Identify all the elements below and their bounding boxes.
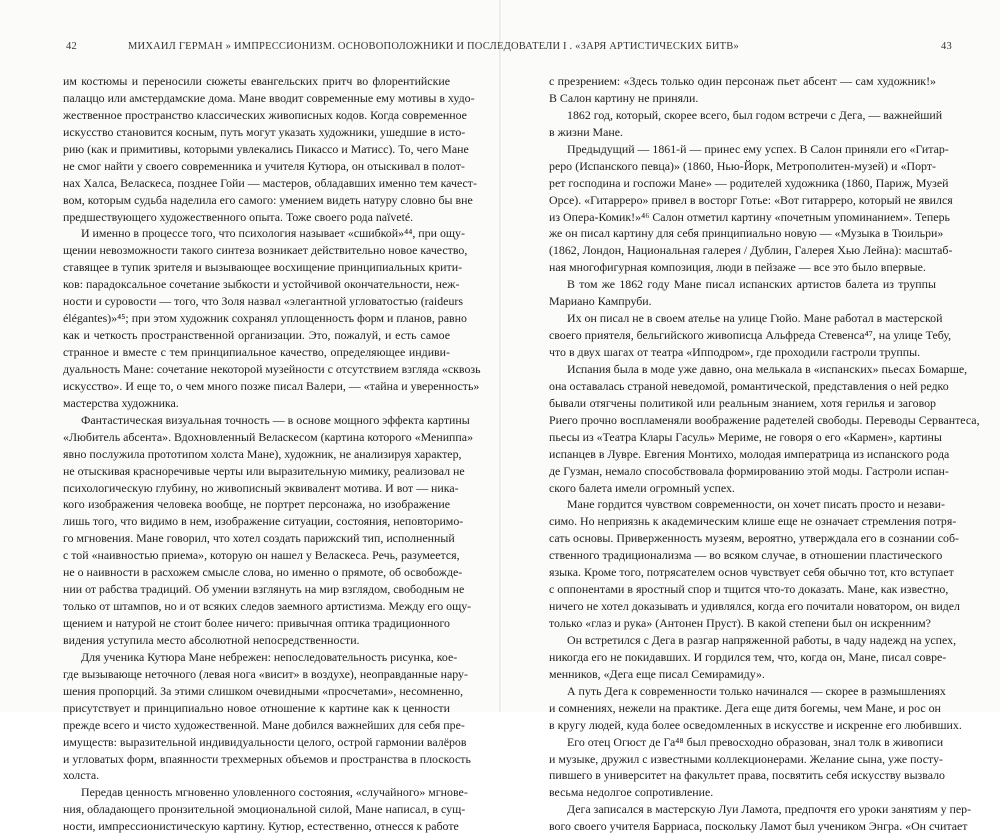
text-line: менников, «Дега еще писал Семирамиду». [549,666,765,681]
text-line: ставящее в тупик зрителя и вызывающее восхищение принципиальных крити- [63,260,463,275]
text-line: Их он писал не в своем ателье на улице Гюйо. Мане работал в мастерской [567,311,943,326]
text-line: она оставалась страной неведомой, романтической, представления о ней редко [549,378,949,393]
text-line: сать основы. Приверженность музеям, вероятно, утверждала его в сознании соб- [549,531,959,546]
text-line: никогда его не покидавших. И гордился тем, что, когда он, Мане, писал совре- [549,649,947,664]
text-line: 1862 год, который, скорее всего, был годом встречи с Дега, — важнейший [567,107,943,122]
left-page-text [63,73,481,835]
text-line: шения пропорций. За этими слишком очевидными «просчетами», несомненно, [63,683,464,698]
text-line: Он встретился с Дега в разгар напряженной работы, в чаду надежд на успех, [567,632,957,647]
text-line: жественное пространство классических живописных кодов. Когда современное [63,107,467,122]
text-line: Орсе). «Гитарреро» привел в восторг Готье: «Вот гитарреро, который не явился [549,192,953,207]
right-page-number: 43 [941,41,952,52]
text-line: дуальность Мане: сочетание некоторой музейности с отсутствием взгляда «сквозь [63,361,481,376]
text-line: психологическую глубину, но живописный эквивалент мотива. И вот — ника- [63,480,459,495]
text-line: не смог найти у своего современника и учителя Кутюра, он отыскивал в полот- [63,158,465,173]
text-line: видения уступила место абсолютной непосредственности. [63,632,360,647]
text-line: вом, которым судьба наделила его самого: умением видеть натуру словно бы вне [63,192,473,207]
text-line: élégantes)»⁴⁵; при этом художник сохранял уплощенность форм и планов, равно [63,311,467,326]
text-line: ния, обладающего пронзительной эмоциональной силой, Мане написал, в сущ- [63,802,466,817]
text-line: присутствует и принципиально новое отношение к картине как к ценности [63,700,450,715]
text-line: Передав ценность мгновенно уловленного состояния, «случайного» мгнове- [81,785,468,800]
text-line: с оппонентами в яростный спор и тщится что-то доказать. Мане, как известно, [549,582,949,597]
text-line: искусство становится косным, путь могут указать художники, ушедшие в исто- [63,124,466,139]
text-line: ского балета имели огромный успех. [549,480,735,495]
text-line: Предыдущий — 1861-й — принес ему успех. В Салон приняли его «Гитар- [567,141,949,156]
text-line: и сомнениях, нежели на практике. Дега еще дитя богемы, чем Мане, и рос он [549,700,941,715]
text-line: Мане гордится чувством современности, он хочет писать просто и незави- [567,497,945,512]
text-line: вого своего учителя Барриаса, поскольку Ламот был учеником Энгра. «Он считает [549,819,968,834]
text-line: не о наивности в расхожем смысле слова, но именно о прямоте, об освобожде- [63,565,463,580]
text-line: А путь Дега к современности только начинался — скорее в размышлениях [567,683,946,698]
text-line: ничего не хотел доказывать и удивлялся, когда его почитали новатором, он видел [549,599,960,614]
text-line: искусство». И еще то, о чем много позже писал Валери, — «тайна и уверенность» [63,378,480,393]
text-line: реро (Испанского певца)» (1860, Нью-Йорк, Метрополитен-музей) и «Порт- [549,158,936,173]
text-line: кого изображения человека вообще, не портрет персонажа, но изображение [63,497,450,512]
text-line: симо. Но неприязнь к академическим клише еще не означает стремления потря- [549,514,957,529]
text-line: ности, импрессионистическую картину. Кутюр, естественно, отнесся к работе [63,819,459,834]
text-line: с той «наивностью приема», которую он нашел у Веласкеса. Речь, разумеется, [63,548,460,563]
right-running-head: I . «ЗАРЯ АРТИСТИЧЕСКИХ БИТВ» [563,41,739,52]
text-line: имуществ: выразительной индивидуальности целого, острой гармонии валёров [63,734,467,749]
text-line: и музыке, дружил с известными коллекционерами. Желание сына, уже посту- [549,751,943,766]
text-line: щении невозможности такого синтеза возникает действительно новое качество, [63,243,468,258]
text-line: испанцев в Лувре. Евгения Монтихо, молодая императрица из испанского рода [549,446,950,461]
text-line: пившего в университет на факультет права, посвятить себя искусству вызвало [549,768,945,783]
text-line: только «глаз и рука» (Антонен Пруст). В какой степени был он искренним? [549,616,931,630]
text-line: мастерства художника. [63,395,179,410]
text-line: не отыскивая красноречивые черты или выразительную мимику, реализовал не [63,463,465,478]
text-line: холста. [63,768,100,783]
left-running-head: МИХАИЛ ГЕРМАН » ИМПРЕССИОНИЗМ. ОСНОВОПОЛОЖНИКИ И ПОСЛЕДОВАТЕЛИ [128,41,561,52]
text-line: рию (как и примитивы, которыми увлекались Пикассо и Матисс). То, чего Мане [63,141,469,156]
text-line: нах Халса, Веласкеса, позднее Гойи — мастеров, обладавших именно тем качест- [63,175,477,190]
text-line: палаццо или амстердамские дома. Мане вводит современные ему мотивы в худо- [63,90,475,105]
text-line: же он писал картину для себя принципиально новую — «Музыка в Тюильри» [549,226,944,241]
text-line: предшествующего художественного опыта. Тоже своего рода naïveté. [63,209,414,224]
text-line: где вызывающе неточного (левая нога «висит» в воздухе), неоправданные нару- [63,666,468,681]
text-line: бывали отягчены политикой или реальным знанием, хотя герилья и заговор [549,395,936,410]
text-line: языка. Кроме того, потрясателем основ чувствует себя обычно тот, кто вступает [549,565,954,580]
text-line: Его отец Огюст де Га⁴⁸ был превосходно образован, знал толк в живописи [567,734,944,749]
text-line: И именно в процессе того, что психология называет «сшибкой»⁴⁴, при ощу- [81,226,465,241]
left-page-number: 42 [66,41,77,52]
text-line: и угловатых форм, впаянности трехмерных объемов и пространства в плоскость [63,751,471,766]
text-line: рет господина и госпожи Мане» — родителей художника (1860, Париж, Музей [549,175,949,190]
text-line: Риего прочно воспламеняли воображение радетелей свободы. Переводы Сервантеса, [549,412,980,427]
text-line: щением и натурой не стоит более ничего: привычная оптика традиционного [63,616,450,630]
text-line: де Гузман, немало способствовала формированию этой моды. Гастроли испан- [549,463,949,478]
text-line: им костюмы и переносили сюжеты евангельских притч во флорентийские [63,74,450,88]
text-line: нии от рабства традиций. Об умении взглянуть на мир взглядом, свободным не [63,582,465,597]
text-line: как и четкость пространственной организации. Это, пожалуй, и есть самое [63,328,450,343]
text-line: пьесы из «Театра Клары Гасуль» Мериме, не говоря о его «Кармен», картины [549,429,942,444]
text-line: явно послужила прототипом холста Мане), художник, не анализируя характер, [63,446,462,461]
text-line: (1862, Лондон, Национальная галерея / Дублин, Галерея Хью Лейна): масштаб- [549,243,953,258]
text-line: с презрением: «Здесь только один персонаж пьет абсент — сам художник!» [549,74,936,88]
text-line: прежде всего и чисто художественной. Мане добился важнейших для себя пре- [63,717,465,732]
text-line: лишь того, что видимо в нем, изображение ситуации, состояния, неповторимо- [63,514,464,529]
text-line: своего приятеля, бельгийского живописца Альфреда Стевенса⁴⁷, на улице Тебу, [549,328,952,343]
text-line: В том же 1862 году Мане писал испанских артистов балета из труппы [567,277,936,292]
text-line: ная многофигурная композиция, люди в пейзаже — все это было впервые. [549,260,926,275]
text-line: Для ученика Кутюра Мане небрежен: непоследовательность рисунка, кое- [81,649,458,664]
text-line: «Любитель абсента». Вдохновленный Веласкесом (картина которого «Мениппа» [63,429,474,444]
right-page-text [549,73,980,835]
text-line: в жизни Мане. [549,124,624,139]
right-page [501,0,1000,834]
text-line: ности и суровости — того, что Золя назвал «элегантной угловатостью (raideurs [63,294,463,309]
text-line: Испания была в моде уже давно, она мелькала в «испанских» пьесах Бомарше, [567,361,968,376]
text-line: весьма недолгое сопротивление. [549,785,714,800]
text-line: в кругу людей, куда более осведомленных в искусстве и искренне его любивших. [549,717,962,732]
text-line: ственного традиционализма — во всяком случае, в отношении пластического [549,548,943,563]
text-line: из Опера-Комик!»⁴⁶ Салон отметил картину «почетным упоминанием». Теперь [549,209,950,224]
text-line: только от штампов, но и от всяких следов заемного артистизма. Между его ощу- [63,599,472,614]
text-line: ков: парадоксальное сочетание зыбкости и устойчивой окончательности, неж- [63,277,460,292]
text-line: Мариано Кампруби. [549,294,652,309]
text-line: что в двух шагах от театра «Ипподром», где проходили гастроли труппы. [549,345,921,359]
text-line: странное и вместе с тем принципиальное качество, определяющее индиви- [63,345,450,359]
text-line: Фантастическая визуальная точность — в основе мощного эффекта картины [81,412,470,427]
text-line: В Салон картину не приняли. [549,90,699,105]
text-line: Дега записался в мастерскую Луи Ламота, предпочтя его уроки занятиям у пер- [567,802,972,817]
text-line: го мгновения. Мане говорил, что хотел создать парижский тип, исполненный [63,531,455,546]
